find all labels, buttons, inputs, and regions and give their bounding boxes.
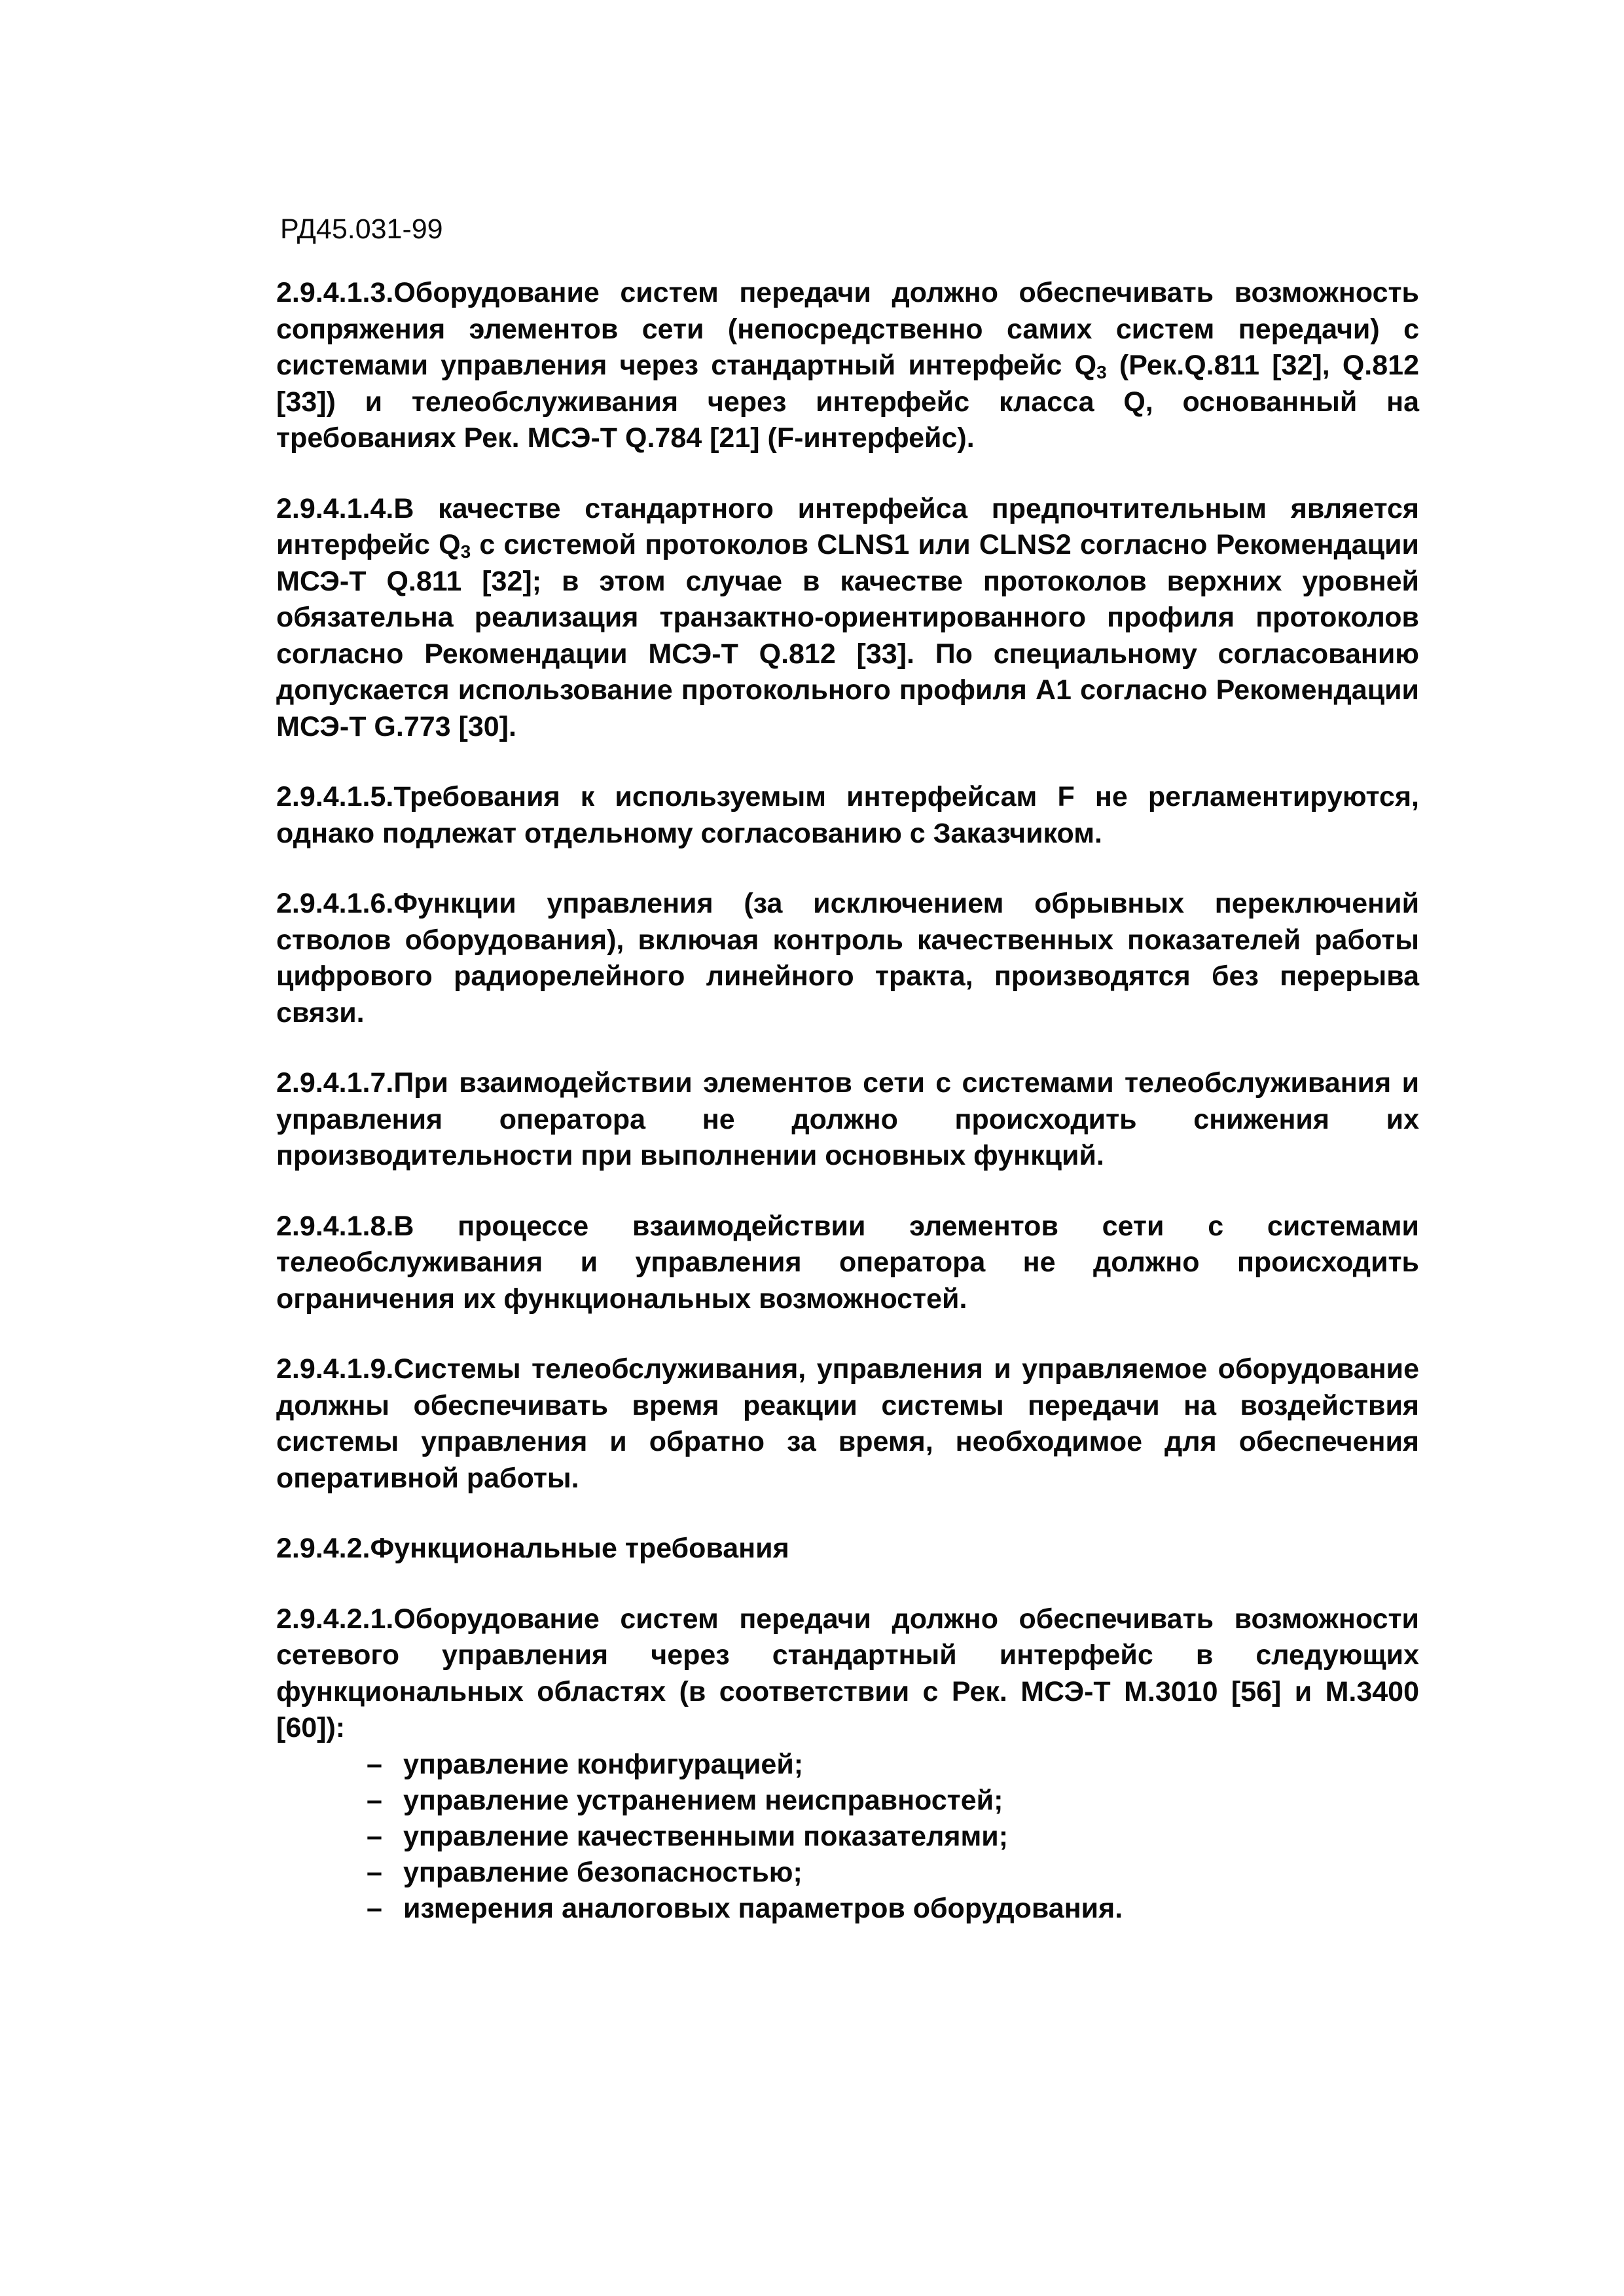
list-dash: – bbox=[367, 1856, 382, 1888]
list-item bbox=[367, 1891, 1419, 1927]
paragraph-number: 2.9.4.1.8. bbox=[276, 1210, 394, 1242]
paragraph-2-9-4-1-4 bbox=[276, 491, 1419, 746]
paragraph-number: 2.9.4.1.9. bbox=[276, 1353, 394, 1385]
paragraph-text: Оборудование систем передачи должно обеспечивать возможности сетевого управления через стандартный интерфейс в следующих функциональных областях (в соответствии с Рек. МСЭ-Т М.3010 [56] и М.3400 [60]): bbox=[276, 1603, 1419, 1743]
paragraph-text: В процессе взаимодействии элементов сети с системами телеобслуживания и управления оператора не должно происходить ограничения их функциональных возможностей. bbox=[276, 1210, 1419, 1315]
list-item bbox=[367, 1819, 1419, 1855]
list-dash: – bbox=[367, 1820, 382, 1852]
list-item bbox=[367, 1855, 1419, 1891]
paragraph-text: Оборудование систем передачи должно обеспечивать возможность сопряжения элементов сети (непосредственно самих систем передачи) с системами управления через стандартный интерфейс Q bbox=[276, 277, 1419, 381]
paragraph-text: Функции управления (за исключением обрывных переключений стволов оборудования), включая контроль качественных показателей работы цифрового радиорелейного линейного тракта, производятся без перерыва связи. bbox=[276, 888, 1419, 1029]
paragraph-number: 2.9.4.2. bbox=[276, 1533, 370, 1564]
paragraph-2-9-4-1-6 bbox=[276, 886, 1419, 1031]
section-heading-2-9-4-2 bbox=[276, 1531, 1419, 1567]
paragraph-text: При взаимодействии элементов сети с системами телеобслуживания и управления оператора не должно происходить снижения их производительности при выполнении основных функций. bbox=[276, 1067, 1419, 1171]
paragraph-2-9-4-1-5 bbox=[276, 779, 1419, 852]
document-code-header: РД45.031-99 bbox=[280, 213, 443, 245]
paragraph-2-9-4-2-1 bbox=[276, 1601, 1419, 1747]
paragraph-text: Системы телеобслуживания, управления и управляемое оборудование должны обеспечивать время реакции системы передачи на воздействия системы управления и обратно за время, необходимое для обеспечения оперативной работы. bbox=[276, 1353, 1419, 1494]
paragraph-text: Требования к используемым интерфейсам F не регламентируются, однако подлежат отдельному согласованию с Заказчиком. bbox=[276, 781, 1419, 849]
list-dash: – bbox=[367, 1748, 382, 1780]
list-item-text: управление конфигурацией; bbox=[403, 1748, 804, 1780]
list-item-text: управление безопасностью; bbox=[403, 1856, 803, 1888]
paragraph-2-9-4-1-7 bbox=[276, 1065, 1419, 1175]
list-item bbox=[367, 1783, 1419, 1819]
paragraph-text: (Рек.Q.811 [32], Q.812 [33]) и телеобслуживания через интерфейс класса Q, основанный на требованиях Рек. МСЭ-Т Q.784 [21] (F-интерфейс). bbox=[276, 350, 1419, 454]
paragraph-number: 2.9.4.1.7. bbox=[276, 1067, 394, 1099]
paragraph-text: В качестве стандартного интерфейса предпочтительным является интерфейс Q bbox=[276, 492, 1419, 560]
subscript: 3 bbox=[1096, 362, 1107, 382]
paragraph-2-9-4-1-9 bbox=[276, 1351, 1419, 1497]
subscript: 3 bbox=[460, 541, 471, 562]
list-item-text: управление устранением неисправностей; bbox=[403, 1784, 1003, 1816]
list-item-text: измерения аналоговых параметров оборудования. bbox=[403, 1892, 1123, 1924]
list-item-text: управление качественными показателями; bbox=[403, 1820, 1009, 1852]
paragraph-number: 2.9.4.1.5. bbox=[276, 781, 394, 812]
paragraph-text: с системой протоколов CLNS1 или CLNS2 согласно Рекомендации МСЭ-Т Q.811 [32]; в этом случае в качестве протоколов верхних уровней обязательна реализация транзактно-ориентированного профиля протоколов согласно Рекомендации МСЭ-Т Q.812 [33]. По специальному согласованию допускается использование протокольного профиля А1 согласно Рекомендации МСЭ-Т G.773 [30]. bbox=[276, 529, 1419, 742]
list-dash: – bbox=[367, 1892, 382, 1924]
paragraph-number: 2.9.4.2.1. bbox=[276, 1603, 394, 1635]
section-heading-text: Функциональные требования bbox=[370, 1533, 789, 1564]
paragraph-number: 2.9.4.1.4. bbox=[276, 492, 394, 524]
paragraph-number: 2.9.4.1.3. bbox=[276, 277, 394, 308]
paragraph-2-9-4-1-8 bbox=[276, 1209, 1419, 1318]
list-item bbox=[367, 1747, 1419, 1783]
paragraph-number: 2.9.4.1.6. bbox=[276, 888, 394, 919]
functional-areas-list bbox=[276, 1747, 1419, 1927]
document-body bbox=[276, 275, 1419, 1927]
list-dash: – bbox=[367, 1784, 382, 1816]
paragraph-2-9-4-1-3 bbox=[276, 275, 1419, 457]
